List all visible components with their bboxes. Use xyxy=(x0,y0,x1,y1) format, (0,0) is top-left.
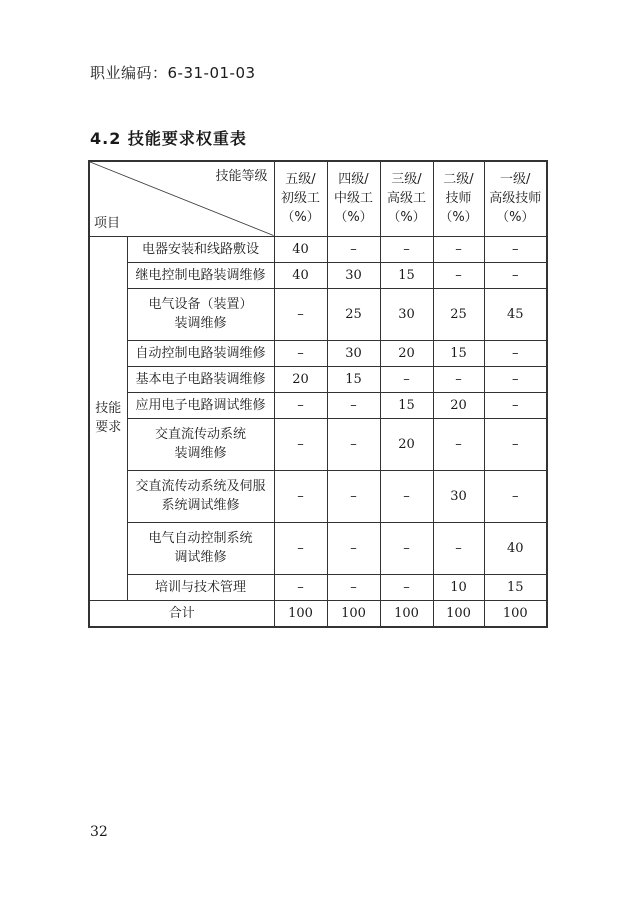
weight-value-cell: – xyxy=(274,574,327,600)
weight-value-cell: – xyxy=(484,470,547,522)
item-cell xyxy=(127,470,274,522)
level-header-4: 四级/ 中级工 （%） xyxy=(327,161,380,236)
weight-value-cell: 40 xyxy=(484,522,547,574)
item-label-line: 基本电子电路装调维修 xyxy=(135,371,266,387)
weight-value-cell: – xyxy=(484,366,547,392)
weight-value-cell: – xyxy=(380,366,433,392)
item-label-line: 自动控制电路装调维修 xyxy=(135,345,266,361)
table-row xyxy=(89,236,547,262)
weight-value-cell: 15 xyxy=(380,262,433,288)
weight-value-cell: – xyxy=(484,418,547,470)
weight-value-cell: 15 xyxy=(484,574,547,600)
weight-value-cell: 15 xyxy=(327,366,380,392)
item-label-line: 交直流传动系统及伺服 xyxy=(135,479,266,494)
total-row xyxy=(89,600,547,627)
total-value-cell: 100 xyxy=(433,600,484,627)
weight-value-cell: – xyxy=(274,522,327,574)
occupation-code: 职业编码：6-31-01-03 xyxy=(90,64,256,82)
weight-value-cell: – xyxy=(274,340,327,366)
table-row xyxy=(89,340,547,366)
level-header-2: 二级/ 技师 （%） xyxy=(433,161,484,236)
weight-value-cell: – xyxy=(433,522,484,574)
table-body xyxy=(89,161,547,627)
weight-value-cell: 30 xyxy=(433,470,484,522)
weight-value-cell: 20 xyxy=(433,392,484,418)
weight-value-cell: 25 xyxy=(433,288,484,340)
corner-top-label: 技能等级 xyxy=(215,169,268,184)
level-header-5: 五级/ 初级工 （%） xyxy=(274,161,327,236)
corner-header-cell xyxy=(89,161,274,236)
weight-value-cell: 30 xyxy=(327,262,380,288)
total-value-cell: 100 xyxy=(327,600,380,627)
item-label-line: 系统调试维修 xyxy=(161,498,240,513)
weight-value-cell: – xyxy=(327,574,380,600)
weight-value-cell: – xyxy=(327,418,380,470)
weight-value-cell: – xyxy=(380,522,433,574)
weight-value-cell: 40 xyxy=(274,262,327,288)
weight-value-cell: – xyxy=(484,340,547,366)
table-row xyxy=(89,288,547,340)
item-cell xyxy=(127,366,274,392)
weight-value-cell: – xyxy=(380,470,433,522)
weight-value-cell: – xyxy=(274,418,327,470)
weight-value-cell: 45 xyxy=(484,288,547,340)
table-row xyxy=(89,574,547,600)
item-cell xyxy=(127,288,274,340)
weight-value-cell: – xyxy=(433,366,484,392)
group-label-cell xyxy=(89,236,127,600)
item-label-line: 电气自动控制系统 xyxy=(148,531,253,546)
item-label-line: 电器安装和线路敷设 xyxy=(141,241,259,257)
total-value-cell: 100 xyxy=(380,600,433,627)
weight-value-cell: 20 xyxy=(274,366,327,392)
item-cell xyxy=(127,340,274,366)
weight-value-cell: – xyxy=(327,392,380,418)
item-cell xyxy=(127,262,274,288)
weight-value-cell: – xyxy=(327,470,380,522)
weight-value-cell: – xyxy=(433,262,484,288)
group-label-line: 技能 xyxy=(95,401,122,416)
weight-value-cell: 15 xyxy=(380,392,433,418)
level-header-1: 一级/ 高级技师 （%） xyxy=(484,161,547,236)
table-row xyxy=(89,522,547,574)
weight-value-cell: 40 xyxy=(274,236,327,262)
weight-value-cell: 15 xyxy=(433,340,484,366)
section-title: 4.2 技能要求权重表 xyxy=(90,129,247,148)
item-label-line: 应用电子电路调试维修 xyxy=(135,397,266,413)
table-row xyxy=(89,366,547,392)
item-label-line: 调试维修 xyxy=(174,550,227,565)
header-row xyxy=(89,161,547,236)
item-label-line: 继电控制电路装调维修 xyxy=(135,267,266,283)
weight-value-cell: – xyxy=(484,392,547,418)
item-label-line: 装调维修 xyxy=(174,316,227,331)
weight-value-cell: 25 xyxy=(327,288,380,340)
weight-value-cell: – xyxy=(380,574,433,600)
total-value-cell: 100 xyxy=(274,600,327,627)
table-row xyxy=(89,262,547,288)
weight-value-cell: 20 xyxy=(380,340,433,366)
group-label-line: 要求 xyxy=(95,420,122,435)
corner-bottom-label: 项目 xyxy=(94,215,121,231)
weight-value-cell: 30 xyxy=(380,288,433,340)
weight-value-cell: – xyxy=(327,236,380,262)
weight-value-cell: – xyxy=(274,288,327,340)
weight-value-cell: – xyxy=(274,392,327,418)
table-row xyxy=(89,392,547,418)
table-row xyxy=(89,470,547,522)
weight-value-cell: – xyxy=(380,236,433,262)
level-header-3: 三级/ 高级工 （%） xyxy=(380,161,433,236)
weight-value-cell: – xyxy=(274,470,327,522)
item-label-line: 交直流传动系统 xyxy=(154,427,246,442)
item-cell xyxy=(127,522,274,574)
table-row xyxy=(89,418,547,470)
weight-value-cell: 10 xyxy=(433,574,484,600)
skill-weight-table xyxy=(88,160,548,628)
item-label-line: 装调维修 xyxy=(174,446,227,461)
item-label-line: 培训与技术管理 xyxy=(154,579,246,595)
item-cell xyxy=(127,236,274,262)
item-cell xyxy=(127,574,274,600)
weight-value-cell: – xyxy=(484,236,547,262)
item-cell xyxy=(127,418,274,470)
weight-value-cell: 20 xyxy=(380,418,433,470)
weight-value-cell: – xyxy=(327,522,380,574)
page-number: 32 xyxy=(90,824,108,840)
item-cell xyxy=(127,392,274,418)
weight-value-cell: – xyxy=(433,418,484,470)
weight-value-cell: – xyxy=(433,236,484,262)
item-label-line: 电气设备（装置） xyxy=(148,297,253,312)
total-label-cell: 合计 xyxy=(89,600,274,627)
total-value-cell: 100 xyxy=(484,600,547,627)
weight-value-cell: – xyxy=(484,262,547,288)
weight-value-cell: 30 xyxy=(327,340,380,366)
